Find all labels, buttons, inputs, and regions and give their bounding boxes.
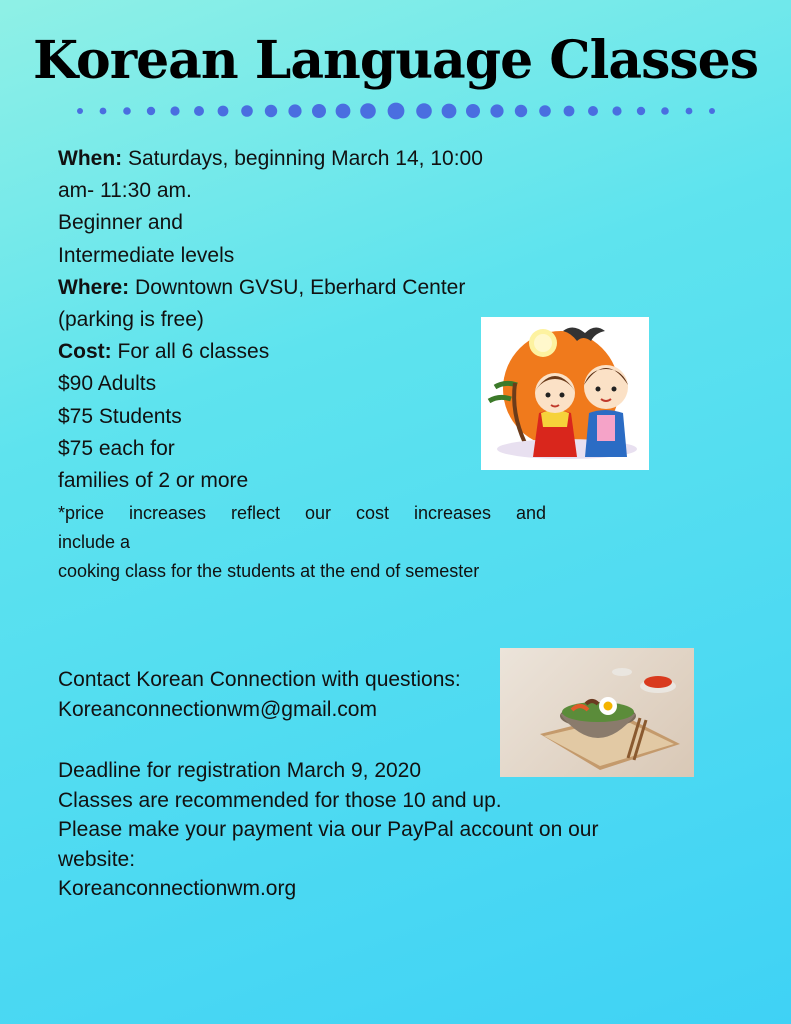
when-text: Saturdays, beginning March 14, 10:00 <box>122 147 483 170</box>
korean-children-illustration <box>481 317 649 470</box>
deadline-text: Deadline for registration March 9, 2020 <box>58 759 422 782</box>
when-line-1 <box>58 143 558 175</box>
where-line-1 <box>58 272 558 304</box>
level-line-2: Intermediate levels <box>58 243 235 267</box>
cost-adults: $90 Adults <box>58 372 157 396</box>
age-recommendation: Classes are recommended for those 10 and up. <box>58 788 502 812</box>
page-title: Korean Language Classes <box>32 30 759 91</box>
dotted-divider <box>72 99 720 123</box>
when-line-2: am- 11:30 am. <box>58 179 192 203</box>
where-label: Where: <box>58 275 130 299</box>
when-label: When: <box>58 147 123 170</box>
website-link[interactable]: Koreanconnectionwm.org <box>58 877 297 901</box>
cost-label: Cost: <box>58 340 112 364</box>
note-line-3: cooking class for the students at the end of semester <box>58 561 480 582</box>
cost-families-1: $75 each for <box>58 436 175 460</box>
cost-text: For all 6 classes <box>111 340 270 364</box>
where-text: Downtown GVSU, Eberhard Center <box>129 275 466 299</box>
where-line-2: (parking is free) <box>58 308 204 332</box>
contact-line: Contact Korean Connection with questions: <box>58 668 461 691</box>
price-note <box>58 499 558 586</box>
level-line-1: Beginner and <box>58 211 183 235</box>
registration-info <box>58 756 698 904</box>
note-line-2: include a <box>58 532 131 553</box>
payment-line-2: website: <box>58 847 136 871</box>
payment-line-1: Please make your payment via our PayPal account on our <box>58 818 599 842</box>
contact-email[interactable]: Koreanconnectionwm@gmail.com <box>58 698 377 721</box>
cost-families-2: families of 2 or more <box>58 469 249 493</box>
note-line-1: *price increases reflect our cost increases and <box>58 503 546 524</box>
cost-students: $75 Students <box>58 404 182 428</box>
